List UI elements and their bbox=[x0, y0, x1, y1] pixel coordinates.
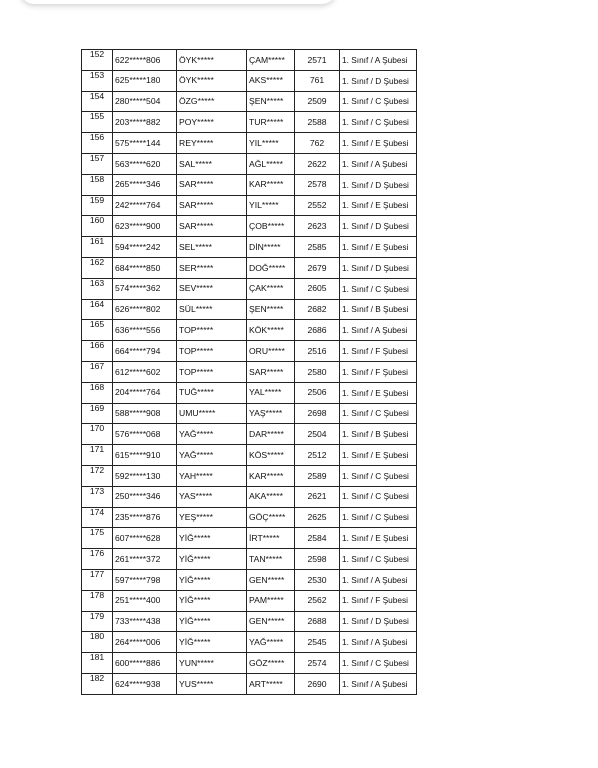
first-name-cell: ÖYK***** bbox=[177, 70, 247, 91]
score-cell: 2686 bbox=[295, 320, 340, 341]
row-number-cell: 157 bbox=[82, 153, 113, 174]
id-number-cell: 600*****886 bbox=[113, 653, 177, 674]
last-name-cell: TAN***** bbox=[247, 549, 295, 570]
table-row bbox=[82, 403, 417, 424]
class-section-cell: 1. Sınıf / D Şubesi bbox=[340, 611, 417, 632]
id-number-cell: 242*****764 bbox=[113, 195, 177, 216]
last-name-cell: GEN***** bbox=[247, 611, 295, 632]
first-name-cell: YAH***** bbox=[177, 465, 247, 486]
score-cell: 2504 bbox=[295, 424, 340, 445]
last-name-cell: ORU***** bbox=[247, 341, 295, 362]
score-cell: 2622 bbox=[295, 153, 340, 174]
first-name-cell: YAĞ***** bbox=[177, 424, 247, 445]
row-number-cell: 178 bbox=[82, 590, 113, 611]
table-row bbox=[82, 549, 417, 570]
id-number-cell: 563*****620 bbox=[113, 153, 177, 174]
score-cell: 2585 bbox=[295, 237, 340, 258]
last-name-cell: PAM***** bbox=[247, 590, 295, 611]
score-cell: 2690 bbox=[295, 673, 340, 694]
first-name-cell: TOP***** bbox=[177, 320, 247, 341]
score-cell: 2516 bbox=[295, 341, 340, 362]
last-name-cell: İRT***** bbox=[247, 528, 295, 549]
row-number-cell: 165 bbox=[82, 320, 113, 341]
class-section-cell: 1. Sınıf / A Şubesi bbox=[340, 673, 417, 694]
row-number-cell: 175 bbox=[82, 528, 113, 549]
id-number-cell: 264*****006 bbox=[113, 632, 177, 653]
table-row bbox=[82, 70, 417, 91]
id-number-cell: 576*****068 bbox=[113, 424, 177, 445]
score-cell: 761 bbox=[295, 70, 340, 91]
row-number-cell: 154 bbox=[82, 91, 113, 112]
first-name-cell: YİĞ***** bbox=[177, 611, 247, 632]
id-number-cell: 575*****144 bbox=[113, 133, 177, 154]
score-cell: 2623 bbox=[295, 216, 340, 237]
score-cell: 2621 bbox=[295, 486, 340, 507]
score-cell: 2698 bbox=[295, 403, 340, 424]
table-row bbox=[82, 299, 417, 320]
row-number-cell: 166 bbox=[82, 341, 113, 362]
id-number-cell: 623*****900 bbox=[113, 216, 177, 237]
table-row bbox=[82, 216, 417, 237]
table-row bbox=[82, 445, 417, 466]
table-row bbox=[82, 507, 417, 528]
table-row bbox=[82, 611, 417, 632]
id-number-cell: 615*****910 bbox=[113, 445, 177, 466]
row-number-cell: 182 bbox=[82, 673, 113, 694]
score-cell: 2598 bbox=[295, 549, 340, 570]
last-name-cell: DAR***** bbox=[247, 424, 295, 445]
class-section-cell: 1. Sınıf / D Şubesi bbox=[340, 70, 417, 91]
class-section-cell: 1. Sınıf / D Şubesi bbox=[340, 216, 417, 237]
row-number-cell: 160 bbox=[82, 216, 113, 237]
last-name-cell: YAL***** bbox=[247, 382, 295, 403]
class-section-cell: 1. Sınıf / C Şubesi bbox=[340, 91, 417, 112]
score-cell: 2682 bbox=[295, 299, 340, 320]
row-number-cell: 176 bbox=[82, 549, 113, 570]
last-name-cell: ŞEN***** bbox=[247, 299, 295, 320]
id-number-cell: 251*****400 bbox=[113, 590, 177, 611]
id-number-cell: 626*****802 bbox=[113, 299, 177, 320]
last-name-cell: AKS***** bbox=[247, 70, 295, 91]
score-cell: 2589 bbox=[295, 465, 340, 486]
class-section-cell: 1. Sınıf / A Şubesi bbox=[340, 632, 417, 653]
table-row bbox=[82, 465, 417, 486]
score-cell: 2580 bbox=[295, 361, 340, 382]
last-name-cell: KAR***** bbox=[247, 465, 295, 486]
first-name-cell: ÖYK***** bbox=[177, 50, 247, 71]
id-number-cell: 733*****438 bbox=[113, 611, 177, 632]
row-number-cell: 171 bbox=[82, 445, 113, 466]
class-section-cell: 1. Sınıf / A Şubesi bbox=[340, 569, 417, 590]
last-name-cell: GÖZ***** bbox=[247, 653, 295, 674]
score-cell: 2530 bbox=[295, 569, 340, 590]
first-name-cell: YUN***** bbox=[177, 653, 247, 674]
id-number-cell: 625*****180 bbox=[113, 70, 177, 91]
id-number-cell: 250*****346 bbox=[113, 486, 177, 507]
id-number-cell: 280*****504 bbox=[113, 91, 177, 112]
last-name-cell: GÖÇ***** bbox=[247, 507, 295, 528]
table-row bbox=[82, 174, 417, 195]
table-row bbox=[82, 528, 417, 549]
class-section-cell: 1. Sınıf / C Şubesi bbox=[340, 465, 417, 486]
class-section-cell: 1. Sınıf / E Şubesi bbox=[340, 382, 417, 403]
id-number-cell: 592*****130 bbox=[113, 465, 177, 486]
score-cell: 2571 bbox=[295, 50, 340, 71]
overlay-edge bbox=[20, 0, 336, 4]
id-number-cell: 624*****938 bbox=[113, 673, 177, 694]
table-row bbox=[82, 112, 417, 133]
id-number-cell: 636*****556 bbox=[113, 320, 177, 341]
table-row bbox=[82, 195, 417, 216]
student-roster-table bbox=[81, 49, 417, 695]
last-name-cell: KAR***** bbox=[247, 174, 295, 195]
class-section-cell: 1. Sınıf / C Şubesi bbox=[340, 403, 417, 424]
last-name-cell: YIL***** bbox=[247, 133, 295, 154]
class-section-cell: 1. Sınıf / B Şubesi bbox=[340, 424, 417, 445]
first-name-cell: UMU***** bbox=[177, 403, 247, 424]
first-name-cell: ÖZG***** bbox=[177, 91, 247, 112]
row-number-cell: 156 bbox=[82, 133, 113, 154]
id-number-cell: 235*****876 bbox=[113, 507, 177, 528]
last-name-cell: ŞEN***** bbox=[247, 91, 295, 112]
last-name-cell: KÖK***** bbox=[247, 320, 295, 341]
last-name-cell: GEN***** bbox=[247, 569, 295, 590]
table-row bbox=[82, 424, 417, 445]
score-cell: 2545 bbox=[295, 632, 340, 653]
table-row bbox=[82, 320, 417, 341]
class-section-cell: 1. Sınıf / F Şubesi bbox=[340, 590, 417, 611]
row-number-cell: 167 bbox=[82, 361, 113, 382]
class-section-cell: 1. Sınıf / D Şubesi bbox=[340, 174, 417, 195]
first-name-cell: SER***** bbox=[177, 257, 247, 278]
table-row bbox=[82, 361, 417, 382]
id-number-cell: 203*****882 bbox=[113, 112, 177, 133]
table-row bbox=[82, 278, 417, 299]
last-name-cell: DOĞ***** bbox=[247, 257, 295, 278]
id-number-cell: 261*****372 bbox=[113, 549, 177, 570]
score-cell: 2679 bbox=[295, 257, 340, 278]
id-number-cell: 684*****850 bbox=[113, 257, 177, 278]
row-number-cell: 161 bbox=[82, 237, 113, 258]
score-cell: 2688 bbox=[295, 611, 340, 632]
score-cell: 2509 bbox=[295, 91, 340, 112]
row-number-cell: 168 bbox=[82, 382, 113, 403]
first-name-cell: YİĞ***** bbox=[177, 590, 247, 611]
table-row bbox=[82, 91, 417, 112]
score-cell: 2588 bbox=[295, 112, 340, 133]
first-name-cell: SEV***** bbox=[177, 278, 247, 299]
id-number-cell: 265*****346 bbox=[113, 174, 177, 195]
last-name-cell: ÇAK***** bbox=[247, 278, 295, 299]
class-section-cell: 1. Sınıf / A Şubesi bbox=[340, 50, 417, 71]
last-name-cell: TUR***** bbox=[247, 112, 295, 133]
last-name-cell: AĞL***** bbox=[247, 153, 295, 174]
first-name-cell: YİĞ***** bbox=[177, 632, 247, 653]
score-cell: 762 bbox=[295, 133, 340, 154]
first-name-cell: SAR***** bbox=[177, 174, 247, 195]
table-row bbox=[82, 486, 417, 507]
table-row bbox=[82, 237, 417, 258]
roster-body bbox=[82, 50, 417, 695]
score-cell: 2552 bbox=[295, 195, 340, 216]
score-cell: 2578 bbox=[295, 174, 340, 195]
first-name-cell: TUĞ***** bbox=[177, 382, 247, 403]
first-name-cell: TOP***** bbox=[177, 361, 247, 382]
row-number-cell: 152 bbox=[82, 50, 113, 71]
last-name-cell: YAŞ***** bbox=[247, 403, 295, 424]
first-name-cell: REY***** bbox=[177, 133, 247, 154]
class-section-cell: 1. Sınıf / F Şubesi bbox=[340, 341, 417, 362]
class-section-cell: 1. Sınıf / C Şubesi bbox=[340, 507, 417, 528]
last-name-cell: KÖS***** bbox=[247, 445, 295, 466]
row-number-cell: 173 bbox=[82, 486, 113, 507]
score-cell: 2584 bbox=[295, 528, 340, 549]
table-row bbox=[82, 133, 417, 154]
row-number-cell: 172 bbox=[82, 465, 113, 486]
row-number-cell: 153 bbox=[82, 70, 113, 91]
class-section-cell: 1. Sınıf / C Şubesi bbox=[340, 486, 417, 507]
row-number-cell: 163 bbox=[82, 278, 113, 299]
id-number-cell: 622*****806 bbox=[113, 50, 177, 71]
last-name-cell: YIL***** bbox=[247, 195, 295, 216]
row-number-cell: 179 bbox=[82, 611, 113, 632]
id-number-cell: 664*****794 bbox=[113, 341, 177, 362]
class-section-cell: 1. Sınıf / E Şubesi bbox=[340, 237, 417, 258]
class-section-cell: 1. Sınıf / E Şubesi bbox=[340, 528, 417, 549]
row-number-cell: 174 bbox=[82, 507, 113, 528]
first-name-cell: SAR***** bbox=[177, 216, 247, 237]
last-name-cell: AKA***** bbox=[247, 486, 295, 507]
last-name-cell: SAR***** bbox=[247, 361, 295, 382]
score-cell: 2506 bbox=[295, 382, 340, 403]
last-name-cell: YAĞ***** bbox=[247, 632, 295, 653]
id-number-cell: 574*****362 bbox=[113, 278, 177, 299]
table-row bbox=[82, 569, 417, 590]
class-section-cell: 1. Sınıf / F Şubesi bbox=[340, 361, 417, 382]
score-cell: 2562 bbox=[295, 590, 340, 611]
last-name-cell: ÇOB***** bbox=[247, 216, 295, 237]
score-cell: 2574 bbox=[295, 653, 340, 674]
table-row bbox=[82, 653, 417, 674]
score-cell: 2605 bbox=[295, 278, 340, 299]
last-name-cell: DİN***** bbox=[247, 237, 295, 258]
id-number-cell: 612*****602 bbox=[113, 361, 177, 382]
row-number-cell: 177 bbox=[82, 569, 113, 590]
class-section-cell: 1. Sınıf / D Şubesi bbox=[340, 257, 417, 278]
first-name-cell: SÜL***** bbox=[177, 299, 247, 320]
row-number-cell: 181 bbox=[82, 653, 113, 674]
class-section-cell: 1. Sınıf / C Şubesi bbox=[340, 278, 417, 299]
first-name-cell: YİĞ***** bbox=[177, 569, 247, 590]
row-number-cell: 180 bbox=[82, 632, 113, 653]
first-name-cell: SAR***** bbox=[177, 195, 247, 216]
class-section-cell: 1. Sınıf / E Şubesi bbox=[340, 445, 417, 466]
class-section-cell: 1. Sınıf / A Şubesi bbox=[340, 153, 417, 174]
id-number-cell: 204*****764 bbox=[113, 382, 177, 403]
row-number-cell: 164 bbox=[82, 299, 113, 320]
first-name-cell: SEL***** bbox=[177, 237, 247, 258]
row-number-cell: 155 bbox=[82, 112, 113, 133]
table-row bbox=[82, 632, 417, 653]
table-row bbox=[82, 673, 417, 694]
score-cell: 2625 bbox=[295, 507, 340, 528]
class-section-cell: 1. Sınıf / C Şubesi bbox=[340, 653, 417, 674]
first-name-cell: YİĞ***** bbox=[177, 528, 247, 549]
id-number-cell: 597*****798 bbox=[113, 569, 177, 590]
class-section-cell: 1. Sınıf / C Şubesi bbox=[340, 549, 417, 570]
first-name-cell: SAL***** bbox=[177, 153, 247, 174]
first-name-cell: YUS***** bbox=[177, 673, 247, 694]
last-name-cell: ÇAM***** bbox=[247, 50, 295, 71]
table-row bbox=[82, 50, 417, 71]
class-section-cell: 1. Sınıf / B Şubesi bbox=[340, 299, 417, 320]
first-name-cell: YEŞ***** bbox=[177, 507, 247, 528]
first-name-cell: TOP***** bbox=[177, 341, 247, 362]
class-section-cell: 1. Sınıf / A Şubesi bbox=[340, 320, 417, 341]
table-row bbox=[82, 341, 417, 362]
first-name-cell: YAĞ***** bbox=[177, 445, 247, 466]
table-row bbox=[82, 382, 417, 403]
table-row bbox=[82, 153, 417, 174]
first-name-cell: POY***** bbox=[177, 112, 247, 133]
id-number-cell: 588*****908 bbox=[113, 403, 177, 424]
first-name-cell: YİĞ***** bbox=[177, 549, 247, 570]
table-row bbox=[82, 590, 417, 611]
row-number-cell: 158 bbox=[82, 174, 113, 195]
row-number-cell: 159 bbox=[82, 195, 113, 216]
table-row bbox=[82, 257, 417, 278]
score-cell: 2512 bbox=[295, 445, 340, 466]
last-name-cell: ART***** bbox=[247, 673, 295, 694]
class-section-cell: 1. Sınıf / E Şubesi bbox=[340, 133, 417, 154]
row-number-cell: 169 bbox=[82, 403, 113, 424]
class-section-cell: 1. Sınıf / C Şubesi bbox=[340, 112, 417, 133]
row-number-cell: 162 bbox=[82, 257, 113, 278]
row-number-cell: 170 bbox=[82, 424, 113, 445]
class-section-cell: 1. Sınıf / E Şubesi bbox=[340, 195, 417, 216]
id-number-cell: 607*****628 bbox=[113, 528, 177, 549]
first-name-cell: YAS***** bbox=[177, 486, 247, 507]
id-number-cell: 594*****242 bbox=[113, 237, 177, 258]
